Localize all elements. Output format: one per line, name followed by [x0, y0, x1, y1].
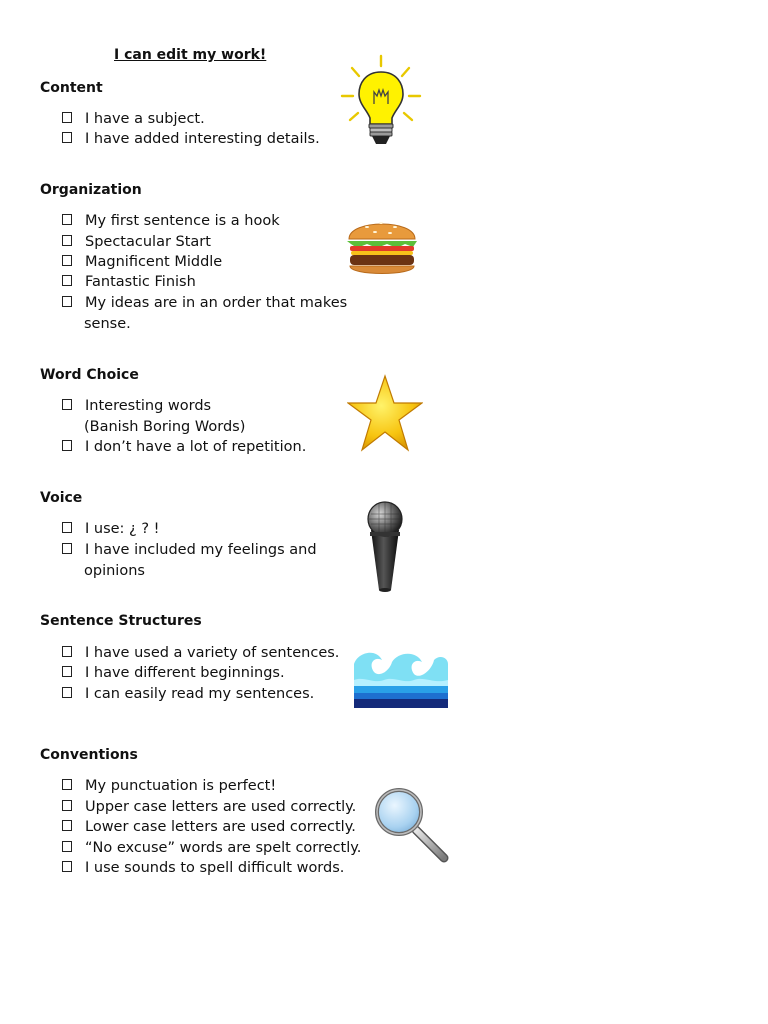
checklist-item-label: My punctuation is perfect!: [85, 778, 277, 794]
checkbox[interactable]: [62, 666, 72, 677]
checkbox[interactable]: [62, 820, 72, 831]
checklist-item: [62, 252, 222, 272]
checkbox[interactable]: [62, 214, 72, 225]
checkbox[interactable]: [62, 646, 72, 657]
checkbox[interactable]: [62, 543, 72, 554]
checklist-item-label: My first sentence is a hook: [85, 213, 280, 229]
checklist-item-label: Fantastic Finish: [85, 274, 196, 290]
checklist-item-label: Lower case letters are used correctly.: [85, 819, 356, 835]
checklist-item: [62, 838, 361, 858]
checklist-item: [62, 540, 317, 560]
checkbox[interactable]: [62, 687, 72, 698]
checklist-item-label: I have a subject.: [85, 111, 205, 127]
checklist-item-continuation: opinions: [84, 563, 145, 579]
star-icon: [347, 374, 423, 454]
checklist-item-label: Interesting words: [85, 398, 212, 414]
checklist-item: [62, 272, 196, 292]
checklist-item-label: Upper case letters are used correctly.: [85, 799, 357, 815]
magnifying-glass-icon: [372, 786, 452, 866]
checkbox[interactable]: [62, 255, 72, 266]
checklist-item: [62, 776, 276, 796]
checklist-item-label: I use: ¿ ? !: [85, 521, 160, 537]
checklist-item-label: I have added interesting details.: [85, 131, 320, 147]
checklist-item: [62, 817, 356, 837]
checklist-item-label: My ideas are in an order that makes: [85, 295, 348, 311]
checkbox[interactable]: [62, 399, 72, 410]
checkbox[interactable]: [62, 779, 72, 790]
checklist-item-label: Magnificent Middle: [85, 254, 223, 270]
waves-icon: [354, 648, 448, 708]
page-title: I can edit my work!: [114, 47, 267, 63]
checklist-item: [62, 858, 344, 878]
checkbox[interactable]: [62, 235, 72, 246]
lightbulb-icon: [338, 52, 424, 152]
checklist-item: [62, 643, 339, 663]
checklist-item: [62, 437, 306, 457]
checklist-item: [62, 684, 314, 704]
checklist-item-label: I have included my feelings and: [85, 542, 317, 558]
section-heading-voice: Voice: [40, 490, 83, 506]
checklist-item: [62, 519, 159, 539]
checkbox[interactable]: [62, 112, 72, 123]
checklist-item: [62, 396, 211, 416]
hamburger-icon: [345, 213, 419, 279]
checkbox[interactable]: [62, 861, 72, 872]
checkbox[interactable]: [62, 440, 72, 451]
checklist-item: [62, 109, 205, 129]
checklist-item: [62, 129, 320, 149]
section-heading-conventions: Conventions: [40, 747, 138, 763]
checklist-item-continuation: sense.: [84, 316, 131, 332]
checklist-item: [62, 797, 356, 817]
checklist-item: [62, 211, 280, 231]
section-heading-content: Content: [40, 80, 103, 96]
checklist-item-label: I use sounds to spell difficult words.: [85, 860, 345, 876]
checklist-item-label: I have used a variety of sentences.: [85, 645, 340, 661]
checklist-item-label: I don’t have a lot of repetition.: [85, 439, 307, 455]
checkbox[interactable]: [62, 275, 72, 286]
checklist-item: [62, 232, 211, 252]
checklist-item-label: I can easily read my sentences.: [85, 686, 315, 702]
checkbox[interactable]: [62, 132, 72, 143]
checkbox[interactable]: [62, 296, 72, 307]
checklist-item: [62, 663, 285, 683]
checklist-item-continuation: (Banish Boring Words): [84, 419, 246, 435]
checkbox[interactable]: [62, 522, 72, 533]
checklist-item-label: “No excuse” words are spelt correctly.: [85, 840, 362, 856]
checklist-item-label: Spectacular Start: [85, 234, 211, 250]
checklist-item: [62, 293, 347, 313]
checkbox[interactable]: [62, 841, 72, 852]
checklist-item-label: I have different beginnings.: [85, 665, 285, 681]
section-heading-organization: Organization: [40, 182, 142, 198]
checkbox[interactable]: [62, 800, 72, 811]
section-heading-sentence-structures: Sentence Structures: [40, 613, 202, 629]
section-heading-word-choice: Word Choice: [40, 367, 139, 383]
microphone-icon: [363, 500, 407, 594]
